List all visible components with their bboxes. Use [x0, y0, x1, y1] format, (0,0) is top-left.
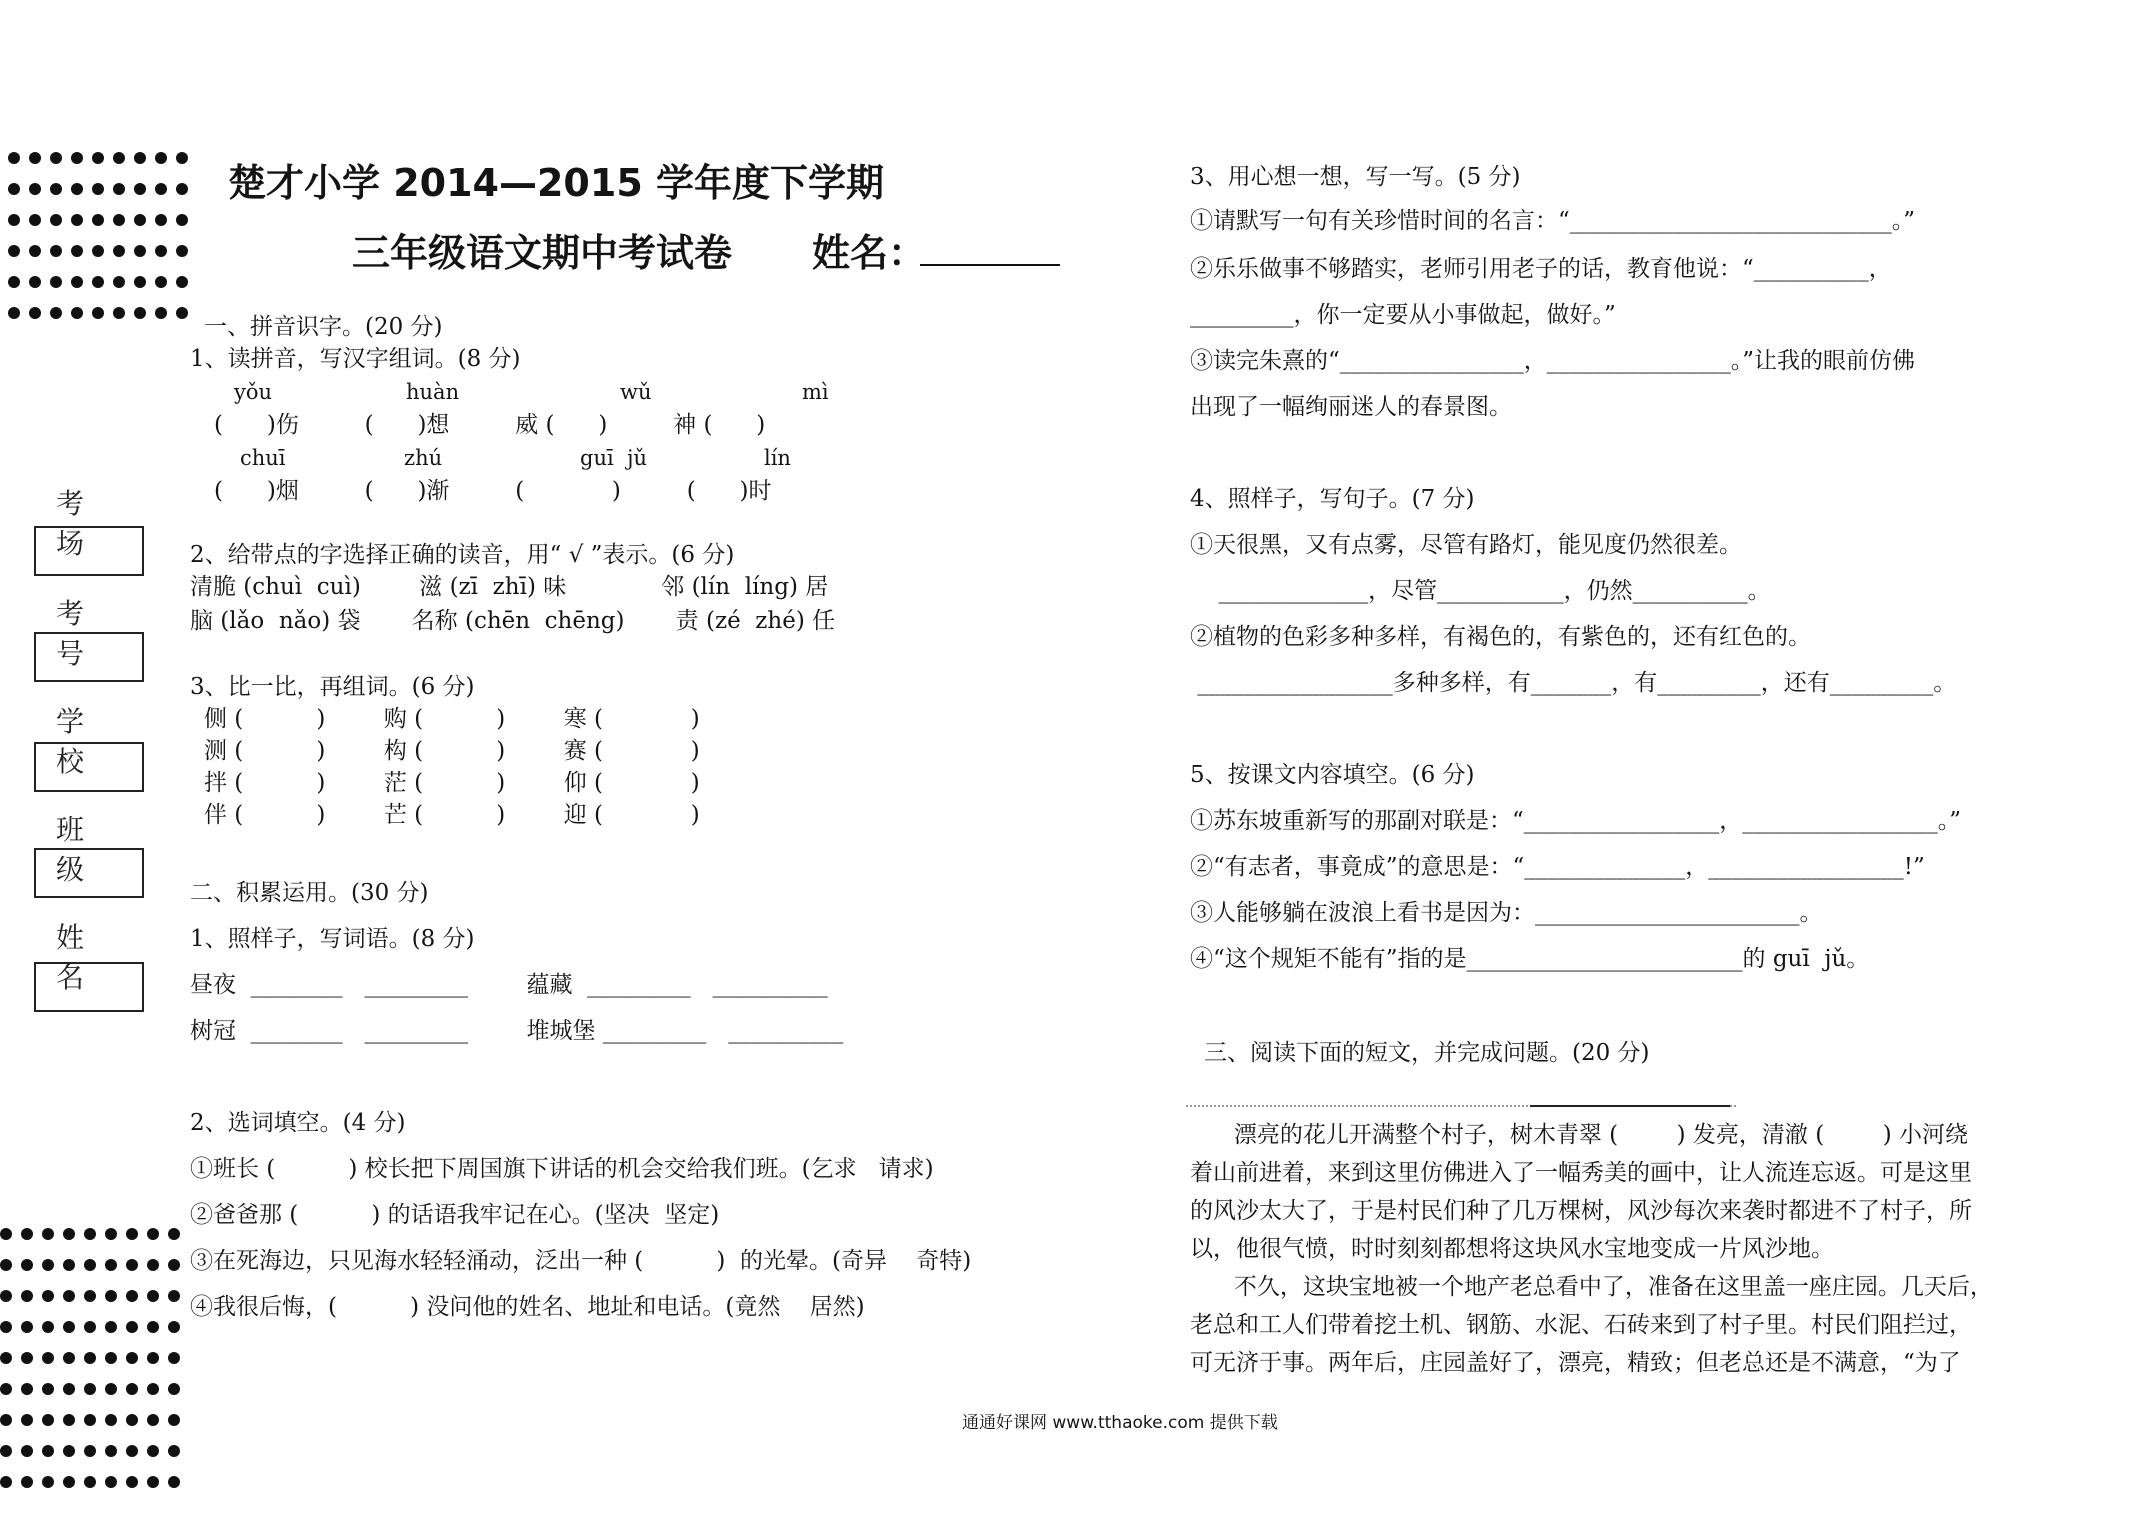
word-row1: 昼夜 ________ _________ 蕴藏 _________ __________: [190, 972, 828, 998]
decorative-dot: [126, 1476, 138, 1488]
decorative-dot: [155, 152, 167, 164]
decorative-dot: [147, 1321, 159, 1333]
passage-line: 老总和工人们带着挖土机、钢筋、水泥、石砖来到了村子里。村民们阻拦过，: [1190, 1312, 1972, 1338]
compare-row: 拌 ( ) 茫 ( ) 仰 ( ): [204, 770, 700, 796]
decorative-dot: [155, 183, 167, 195]
q5-line: ①苏东坡重新写的那副对联是：“_________________，_________________。”: [1190, 808, 1962, 834]
decorative-dot: [92, 152, 104, 164]
decorative-dot: [8, 276, 20, 288]
decorative-dot: [168, 1476, 180, 1488]
decorative-dot: [147, 1476, 159, 1488]
page-title-line1: 楚才小学 2014—2015 学年度下学期: [228, 161, 884, 205]
decorative-dot: [8, 245, 20, 257]
question-2-2: 2、选词填空。(4 分): [190, 1110, 406, 1136]
question-2-1: 1、照样子，写词语。(8 分): [190, 926, 475, 952]
school-label: 学 校: [56, 705, 99, 778]
q5-line: ②“有志者，事竟成”的意思是：“______________，_________________!”: [1190, 854, 1925, 880]
decorative-dot: [42, 1383, 54, 1395]
decorative-dot: [134, 214, 146, 226]
decorative-dot: [113, 307, 125, 319]
q4-line: ②植物的色彩多种多样，有褐色的，有紫色的，还有红色的。: [1190, 624, 1811, 650]
decorative-dot: [168, 1383, 180, 1395]
decorative-dot: [21, 1352, 33, 1364]
pinyin-3: wǔ: [620, 380, 652, 404]
decorative-dot: [63, 1321, 75, 1333]
decorative-dot: [71, 245, 83, 257]
decorative-dot: [168, 1321, 180, 1333]
decorative-dot: [42, 1445, 54, 1457]
decorative-dot: [92, 214, 104, 226]
passage-line: 漂亮的花儿开满整个村子，树木青翠 ( ) 发亮，清澈 ( ) 小河绕: [1190, 1122, 1968, 1148]
q3-line: _________，你一定要从小事做起，做好。”: [1190, 302, 1616, 328]
decorative-dot: [63, 1414, 75, 1426]
reading-row1: 清脆 (chuì cuì) 滋 (zī zhī) 味 邻 (lín líng) 居: [190, 574, 829, 600]
name-label: 姓名：: [812, 231, 927, 275]
decorative-dot: [21, 1414, 33, 1426]
fill-item: ②爸爸那 ( ) 的话语我牢记在心。(坚决 坚定): [190, 1202, 720, 1228]
decorative-dot: [147, 1290, 159, 1302]
decorative-dot: [63, 1259, 75, 1271]
class-box[interactable]: [34, 848, 144, 898]
passage-line: 可无济于事。两年后，庄园盖好了，漂亮，精致；但老总还是不满意，“为了: [1190, 1350, 1961, 1376]
decorative-dot: [113, 152, 125, 164]
class-label: 班 级: [56, 813, 99, 886]
decorative-dot: [21, 1228, 33, 1240]
question-2-4: 4、照样子，写句子。(7 分): [1190, 486, 1475, 512]
dot-pattern-bottom: [0, 1228, 189, 1507]
decorative-dot: [21, 1290, 33, 1302]
decorative-dot: [134, 276, 146, 288]
decorative-dot: [134, 307, 146, 319]
decorative-dot: [105, 1259, 117, 1271]
decorative-dot: [8, 307, 20, 319]
question-1-1: 1、读拼音，写汉字组词。(8 分): [190, 346, 521, 372]
word-row2: 树冠 ________ _________ 堆城堡 _________ __________: [190, 1018, 844, 1044]
passage-line: 着山前进着，来到这里仿佛进入了一幅秀美的画中，让人流连忘返。可是这里: [1190, 1160, 1972, 1186]
decorative-dot: [71, 214, 83, 226]
decorative-dot: [42, 1352, 54, 1364]
decorative-dot: [0, 1383, 12, 1395]
decorative-dot: [63, 1228, 75, 1240]
decorative-dot: [50, 214, 62, 226]
decorative-dot: [105, 1414, 117, 1426]
decorative-dot: [113, 245, 125, 257]
decorative-dot: [42, 1290, 54, 1302]
decorative-dot: [126, 1383, 138, 1395]
decorative-dot: [84, 1259, 96, 1271]
pinyin-7: guī jǔ: [580, 446, 648, 470]
decorative-dot: [50, 307, 62, 319]
decorative-dot: [92, 307, 104, 319]
decorative-dot: [29, 245, 41, 257]
decorative-dot: [92, 183, 104, 195]
decorative-dot: [105, 1476, 117, 1488]
q4-line: _____________，尽管___________，仍然__________。: [1204, 578, 1771, 604]
decorative-dot: [105, 1445, 117, 1457]
decorative-dot: [0, 1259, 12, 1271]
decorative-dot: [84, 1414, 96, 1426]
decorative-dot: [176, 214, 188, 226]
decorative-dot: [50, 152, 62, 164]
compare-row: 侧 ( ) 购 ( ) 寒 ( ): [204, 706, 700, 732]
pinyin-chars-row2: ( )烟 ( )渐 ( ) ( )时: [214, 478, 772, 504]
pinyin-chars-row1: ( )伤 ( )想 威 ( ) 神 ( ): [214, 412, 766, 438]
q5-line: ③人能够躺在波浪上看书是因为：_______________________。: [1190, 900, 1823, 926]
q3-line: ③读完朱熹的“________________，________________。”让我的眼前仿佛: [1190, 348, 1916, 374]
decorative-dot: [105, 1228, 117, 1240]
decorative-dot: [155, 276, 167, 288]
decorative-dot: [113, 276, 125, 288]
decorative-dot: [84, 1445, 96, 1457]
decorative-dot: [21, 1445, 33, 1457]
decorative-dot: [29, 307, 41, 319]
exam-number-label: 考 号: [56, 597, 99, 670]
decorative-dot: [29, 152, 41, 164]
decorative-dot: [176, 245, 188, 257]
decorative-dot: [21, 1259, 33, 1271]
decorative-dot: [147, 1259, 159, 1271]
decorative-dot: [134, 183, 146, 195]
q4-line: ①天很黑，又有点雾，尽管有路灯，能见度仍然很差。: [1190, 532, 1742, 558]
pinyin-5: chuī: [240, 446, 286, 470]
reading-row2: 脑 (lǎo nǎo) 袋 名称 (chēn chēng) 责 (zé zhé) 任: [190, 608, 836, 634]
decorative-dot: [84, 1321, 96, 1333]
decorative-dot: [105, 1290, 117, 1302]
footer-credit: 通通好课网 www.tthaoke.com 提供下载: [962, 1413, 1278, 1433]
exam-number-box[interactable]: [34, 632, 144, 682]
decorative-dot: [147, 1383, 159, 1395]
decorative-dot: [42, 1414, 54, 1426]
passage-line: 的风沙太大了，于是村民们种了几万棵树，风沙每次来袭时都进不了村子，所: [1190, 1198, 1972, 1224]
decorative-dot: [63, 1445, 75, 1457]
decorative-dot: [0, 1445, 12, 1457]
decorative-dot: [50, 276, 62, 288]
question-1-2: 2、给带点的字选择正确的读音，用“ √ ”表示。(6 分): [190, 542, 735, 568]
decorative-dot: [147, 1414, 159, 1426]
decorative-dot: [8, 183, 20, 195]
student-name-box[interactable]: [34, 962, 144, 1012]
decorative-dot: [8, 152, 20, 164]
decorative-dot: [29, 276, 41, 288]
fill-item: ④我很后悔，( ) 没问他的姓名、地址和电话。(竟然 居然): [190, 1294, 865, 1320]
decorative-dot: [50, 183, 62, 195]
decorative-dot: [84, 1383, 96, 1395]
q3-line: 出现了一幅绚丽迷人的春景图。: [1190, 394, 1512, 420]
decorative-dot: [147, 1352, 159, 1364]
section-3-heading: 三、阅读下面的短文，并完成问题。(20 分): [1204, 1040, 1650, 1066]
decorative-dot: [155, 245, 167, 257]
decorative-dot: [63, 1476, 75, 1488]
decorative-dot: [126, 1321, 138, 1333]
decorative-dot: [168, 1445, 180, 1457]
pinyin-6: zhú: [404, 446, 443, 470]
decorative-dot: [113, 183, 125, 195]
section-1-heading: 一、拼音识字。(20 分): [204, 314, 443, 340]
decorative-dot: [105, 1383, 117, 1395]
decorative-dot: [105, 1321, 117, 1333]
dot-pattern-top: [8, 152, 197, 338]
fill-item: ①班长 ( ) 校长把下周国旗下讲话的机会交给我们班。(乞求 请求): [190, 1156, 934, 1182]
name-blank[interactable]: [920, 264, 1060, 266]
decorative-dot: [63, 1383, 75, 1395]
decorative-dot: [84, 1352, 96, 1364]
decorative-dot: [29, 214, 41, 226]
question-1-3: 3、比一比，再组词。(6 分): [190, 674, 475, 700]
decorative-dot: [155, 307, 167, 319]
decorative-dot: [147, 1445, 159, 1457]
decorative-dot: [8, 214, 20, 226]
q3-line: ②乐乐做事不够踏实，老师引用老子的话，教育他说：“__________，: [1190, 256, 1892, 282]
decorative-dot: [126, 1290, 138, 1302]
pinyin-2: huàn: [406, 380, 460, 404]
page-title-line2: 三年级语文期中考试卷: [352, 231, 733, 275]
compare-row: 测 ( ) 构 ( ) 赛 ( ): [204, 738, 700, 764]
decorative-dot: [92, 245, 104, 257]
title-underline: [1530, 1105, 1730, 1107]
decorative-dot: [21, 1383, 33, 1395]
pinyin-1: yǒu: [234, 380, 273, 404]
decorative-dot: [29, 183, 41, 195]
decorative-dot: [71, 307, 83, 319]
decorative-dot: [84, 1228, 96, 1240]
decorative-dot: [126, 1445, 138, 1457]
decorative-dot: [84, 1290, 96, 1302]
decorative-dot: [0, 1321, 12, 1333]
exam-room-label: 考 场: [56, 487, 99, 560]
section-2-heading: 二、积累运用。(30 分): [190, 880, 429, 906]
decorative-dot: [176, 183, 188, 195]
decorative-dot: [105, 1352, 117, 1364]
pinyin-4: mì: [802, 380, 829, 404]
decorative-dot: [126, 1352, 138, 1364]
q3-line: ①请默写一句有关珍惜时间的名言：“____________________________。”: [1190, 208, 1916, 234]
decorative-dot: [155, 214, 167, 226]
decorative-dot: [113, 214, 125, 226]
question-2-3: 3、用心想一想，写一写。(5 分): [1190, 164, 1521, 190]
decorative-dot: [42, 1321, 54, 1333]
decorative-dot: [126, 1414, 138, 1426]
decorative-dot: [126, 1259, 138, 1271]
decorative-dot: [21, 1476, 33, 1488]
decorative-dot: [42, 1259, 54, 1271]
decorative-dot: [147, 1228, 159, 1240]
fill-item: ③在死海边，只见海水轻轻涌动，泛出一种 ( ) 的光晕。(奇异 奇特): [190, 1248, 972, 1274]
decorative-dot: [134, 152, 146, 164]
decorative-dot: [71, 183, 83, 195]
decorative-dot: [84, 1476, 96, 1488]
decorative-dot: [134, 245, 146, 257]
decorative-dot: [176, 152, 188, 164]
decorative-dot: [0, 1290, 12, 1302]
decorative-dot: [21, 1321, 33, 1333]
compare-row: 伴 ( ) 芒 ( ) 迎 ( ): [204, 802, 700, 828]
decorative-dot: [126, 1228, 138, 1240]
decorative-dot: [168, 1414, 180, 1426]
decorative-dot: [71, 152, 83, 164]
decorative-dot: [0, 1414, 12, 1426]
decorative-dot: [0, 1476, 12, 1488]
q4-line: _________________多种多样，有_______，有_________，还有_________。: [1190, 670, 1957, 696]
decorative-dot: [50, 245, 62, 257]
decorative-dot: [168, 1352, 180, 1364]
decorative-dot: [168, 1228, 180, 1240]
decorative-dot: [168, 1290, 180, 1302]
passage-line: 以，他很气愤，时时刻刻都想将这块风水宝地变成一片风沙地。: [1190, 1236, 1834, 1262]
school-box[interactable]: [34, 742, 144, 792]
decorative-dot: [42, 1476, 54, 1488]
student-name-label: 姓 名: [56, 921, 99, 994]
decorative-dot: [176, 307, 188, 319]
decorative-dot: [0, 1228, 12, 1240]
passage-line: 不久，这块宝地被一个地产老总看中了，准备在这里盖一座庄园。几天后，: [1190, 1274, 1993, 1300]
decorative-dot: [176, 276, 188, 288]
decorative-dot: [63, 1352, 75, 1364]
decorative-dot: [42, 1228, 54, 1240]
exam-room-box[interactable]: [34, 526, 144, 576]
decorative-dot: [63, 1290, 75, 1302]
decorative-dot: [71, 276, 83, 288]
decorative-dot: [168, 1259, 180, 1271]
decorative-dot: [0, 1352, 12, 1364]
pinyin-8: lín: [764, 446, 791, 470]
q5-line: ④“这个规矩不能有”指的是________________________的 guī jǔ。: [1190, 946, 1870, 972]
decorative-dot: [92, 276, 104, 288]
question-2-5: 5、按课文内容填空。(6 分): [1190, 762, 1475, 788]
